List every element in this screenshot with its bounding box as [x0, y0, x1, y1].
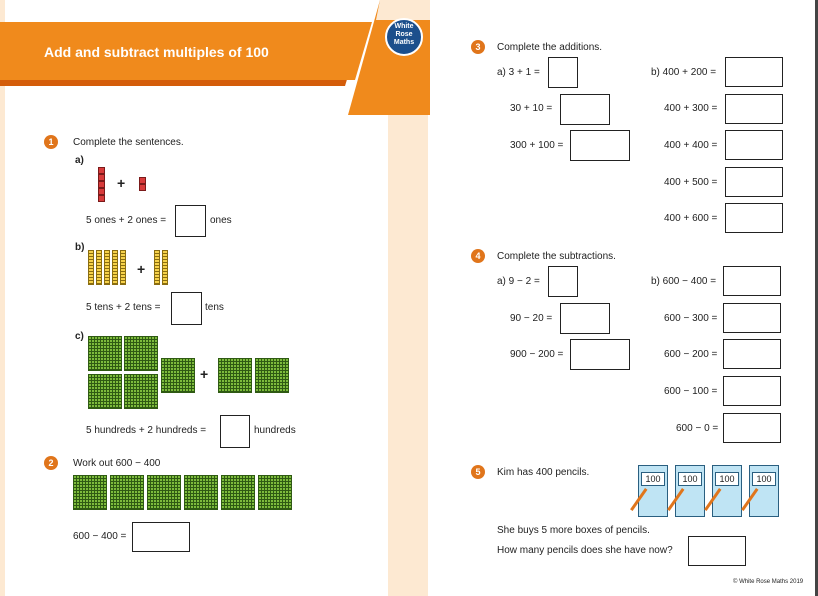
q2-answer-box[interactable] — [132, 522, 190, 552]
q3b-answer-box-1[interactable] — [725, 57, 783, 87]
q3a-eq-3: 300 + 100 = — [510, 140, 564, 151]
q5-text-1: Kim has 400 pencils. — [497, 467, 590, 478]
q3b-answer-box-4[interactable] — [725, 167, 783, 197]
q4b-answer-box-4[interactable] — [723, 376, 781, 406]
q3b-eq-2: 400 + 300 = — [664, 103, 718, 114]
q4a-answer-box-3[interactable] — [570, 339, 630, 370]
question-number-1: 1 — [44, 135, 58, 149]
q4b-answer-box-2[interactable] — [723, 303, 781, 333]
q1a-plus: + — [117, 175, 126, 191]
q3a-answer-box-2[interactable] — [560, 94, 610, 125]
q5-text-2: She buys 5 more boxes of pencils. — [497, 525, 650, 536]
q4b-answer-box-1[interactable] — [723, 266, 781, 296]
q3b-answer-box-3[interactable] — [725, 130, 783, 160]
q4a-eq-3: 900 − 200 = — [510, 349, 564, 360]
q3b-eq-3: 400 + 400 = — [664, 140, 718, 151]
q1a-answer-box[interactable] — [175, 205, 206, 237]
q1a-label: a) — [75, 155, 84, 166]
question-number-3: 3 — [471, 40, 485, 54]
q3b-eq-5: 400 + 600 = — [664, 213, 718, 224]
q1c-label: c) — [75, 331, 84, 342]
q1-instruction: Complete the sentences. — [73, 137, 184, 148]
q3a-answer-box-1[interactable] — [548, 57, 578, 88]
q4a-answer-box-1[interactable] — [548, 266, 578, 297]
q1b-unit: tens — [205, 302, 224, 313]
q4b-eq-4: 600 − 100 = — [664, 386, 718, 397]
q4b-answer-box-3[interactable] — [723, 339, 781, 369]
q4a-eq-2: 90 − 20 = — [510, 313, 553, 324]
q3a-answer-box-3[interactable] — [570, 130, 630, 161]
q3b-eq-4: 400 + 500 = — [664, 177, 718, 188]
q2-instruction: Work out 600 − 400 — [73, 458, 161, 469]
q4-instruction: Complete the subtractions. — [497, 251, 616, 262]
q1a-sentence: 5 ones + 2 ones = — [86, 215, 167, 226]
white-rose-logo: White Rose Maths — [385, 18, 423, 56]
copyright-footer: © White Rose Maths 2019 — [733, 579, 804, 585]
q4b-eq-3: 600 − 200 = — [664, 349, 718, 360]
q3a-eq-1: a) 3 + 1 = — [497, 67, 540, 78]
q1c-answer-box[interactable] — [220, 415, 250, 448]
q3b-eq-1: b) 400 + 200 = — [651, 67, 717, 78]
q2-equation: 600 − 400 = — [73, 531, 127, 542]
q4b-eq-5: 600 − 0 = — [676, 423, 719, 434]
q1b-plus: + — [137, 261, 146, 277]
q5-answer-box[interactable] — [688, 536, 746, 566]
question-number-2: 2 — [44, 456, 58, 470]
q3-instruction: Complete the additions. — [497, 42, 603, 53]
page-title: Add and subtract multiples of 100 — [44, 44, 269, 60]
q1b-answer-box[interactable] — [171, 292, 202, 325]
q1c-plus: + — [200, 366, 209, 382]
q1a-unit: ones — [210, 215, 232, 226]
q4a-answer-box-2[interactable] — [560, 303, 610, 334]
q4b-answer-box-5[interactable] — [723, 413, 781, 443]
q1b-label: b) — [75, 242, 85, 253]
question-number-5: 5 — [471, 465, 485, 479]
q3a-eq-2: 30 + 10 = — [510, 103, 553, 114]
q1c-unit: hundreds — [254, 425, 296, 436]
q1b-sentence: 5 tens + 2 tens = — [86, 302, 161, 313]
q1c-sentence: 5 hundreds + 2 hundreds = — [86, 425, 207, 436]
q5-text-3: How many pencils does she have now? — [497, 545, 673, 556]
q3b-answer-box-2[interactable] — [725, 94, 783, 124]
q4b-eq-2: 600 − 300 = — [664, 313, 718, 324]
q3b-answer-box-5[interactable] — [725, 203, 783, 233]
question-number-4: 4 — [471, 249, 485, 263]
q4a-eq-1: a) 9 − 2 = — [497, 276, 540, 287]
q4b-eq-1: b) 600 − 400 = — [651, 276, 717, 287]
